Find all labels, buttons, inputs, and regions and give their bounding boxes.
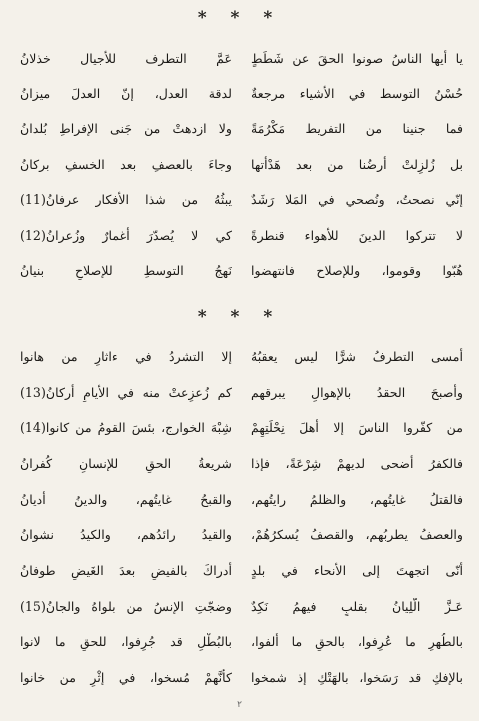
verse-second-hemistich: أدراكَ بالفيضِ بعدَ الغَيضِ طوفانُ: [20, 562, 232, 578]
verse-first-hemistich: عَـزَّ الَّلِيانُ بقلبٍ فيهمُ نَكِدٌ: [251, 598, 463, 614]
section-separator: * * *: [197, 307, 282, 327]
verse-first-hemistich: أمسى التطرفُ شرًّا ليس يعقبُهُ: [251, 348, 463, 364]
verse-second-hemistich: عَمَّ التطرف للأجيال خذلانُ: [20, 50, 232, 66]
verse-second-hemistich: يبثُهُ من شذا الأفكار عرفانُ(11): [20, 192, 232, 208]
verse-line: [20, 625, 463, 661]
verse-line: [20, 446, 463, 482]
verse-first-hemistich: والعصفُ يطربُهم، والقصفُ يُسكرُهُمْ،: [251, 527, 463, 543]
verse-line: [20, 183, 463, 218]
verse-first-hemistich: بالطُهرِ ما عُرِفوا، بالحقِ ما أُلفوا،: [251, 634, 463, 650]
verse-first-hemistich: أنّى اتجهتَ إلى الأنحاء في بلدٍ: [251, 562, 463, 578]
verse-line: [20, 553, 463, 589]
verse-first-hemistich: بالإفكِ قد رَسَخوا، بالهَتْكِ إذ شمخوا: [251, 670, 463, 686]
verse-second-hemistich: كأنَّهمْ مُسخوا، في إثْرِ من خانوا: [20, 670, 232, 686]
verse-line: [20, 589, 463, 625]
verse-line: [20, 375, 463, 411]
verse-first-hemistich: لا تتركوا الدينَ للأهواء قنطرةً: [251, 227, 463, 243]
verse-second-hemistich: كي لا يُصدّرَ أغمارٌ وزُعرانُ(12): [20, 227, 232, 243]
verse-second-hemistich: ولا ازدهتْ من جَنى الإفراطِ بُلدانُ: [20, 121, 232, 137]
verse-line: [20, 147, 463, 182]
verse-first-hemistich: من كفّروا الناسَ إلا أهلَ نِحْلَتِهِمْ: [251, 420, 463, 436]
verse-second-hemistich: نَهجُ التوسطِ للإصلاحِ بنيانُ: [20, 263, 232, 279]
stanza-1: [20, 41, 463, 289]
verse-second-hemistich: بالبُطْلِ قد جُرِفوا، للحقِ ما لانوا: [20, 634, 232, 650]
verse-line: [20, 339, 463, 375]
verse-line: [20, 218, 463, 253]
verse-line: [20, 112, 463, 147]
verse-line: [20, 482, 463, 518]
verse-second-hemistich: وضجّتِ الإنسُ من بلواهُ والجانُ(15): [20, 598, 232, 614]
verse-first-hemistich: بل زُلزِلتْ أرضُنا من بعد هَدْأتها: [251, 156, 463, 172]
verse-second-hemistich: وجاءَ بالعصفِ بعد الخسفِ بركانُ: [20, 156, 232, 172]
verse-first-hemistich: وأصبحَ الحقدُ بالإهوالِ يبرقهم: [251, 384, 463, 400]
verse-second-hemistich: والقبحُ غايتُهم، والدينُ أديانُ: [20, 491, 232, 507]
section-separator: * * *: [197, 8, 282, 28]
verse-second-hemistich: إلا التشردُ في ءاثارِ من هانوا: [20, 348, 232, 364]
verse-first-hemistich: هُبّوا وقوموا، وللإصلاح فانتهضوا: [251, 263, 463, 279]
verse-second-hemistich: والقيدُ رائدُهم، والكيدُ نشوانُ: [20, 527, 232, 543]
verse-line: [20, 253, 463, 288]
verse-first-hemistich: حُسْنُ التوسط في الأشياء مرجعةٌ: [251, 86, 463, 102]
verse-second-hemistich: شريعةُ الحقِ للإنسانِ كُفرانُ: [20, 455, 232, 471]
verse-first-hemistich: إنّي نصحتُ، ونُصحي في المَلا رَشَدٌ: [251, 192, 463, 208]
verse-first-hemistich: فما جنينا من التفريط مَكْرُمَةً: [251, 121, 463, 137]
verse-line: [20, 41, 463, 76]
verse-second-hemistich: شِبْهَ الخوارج، بئسَ القومُ من كانوا(14): [20, 420, 232, 436]
verse-line: [20, 410, 463, 446]
stanza-2: [20, 339, 463, 696]
verse-first-hemistich: فالقتلُ غايتُهم، والظلمُ رايتُهم،: [251, 491, 463, 507]
verse-second-hemistich: كم زُعزِعتْ منه في الأيامِ أركانُ(13): [20, 384, 232, 400]
verse-first-hemistich: فالكفرُ أضحى لديهمْ شِرْعَةً، فإذا: [251, 455, 463, 471]
page-number: ٢: [237, 700, 242, 710]
verse-second-hemistich: لدقة العدل، إنّ العدلَ ميزانُ: [20, 86, 232, 102]
verse-line: [20, 660, 463, 696]
verse-line: [20, 76, 463, 111]
verse-line: [20, 517, 463, 553]
verse-first-hemistich: يا أيها الناسُ صونوا الحقَ عن شَطَطٍ: [251, 50, 463, 66]
